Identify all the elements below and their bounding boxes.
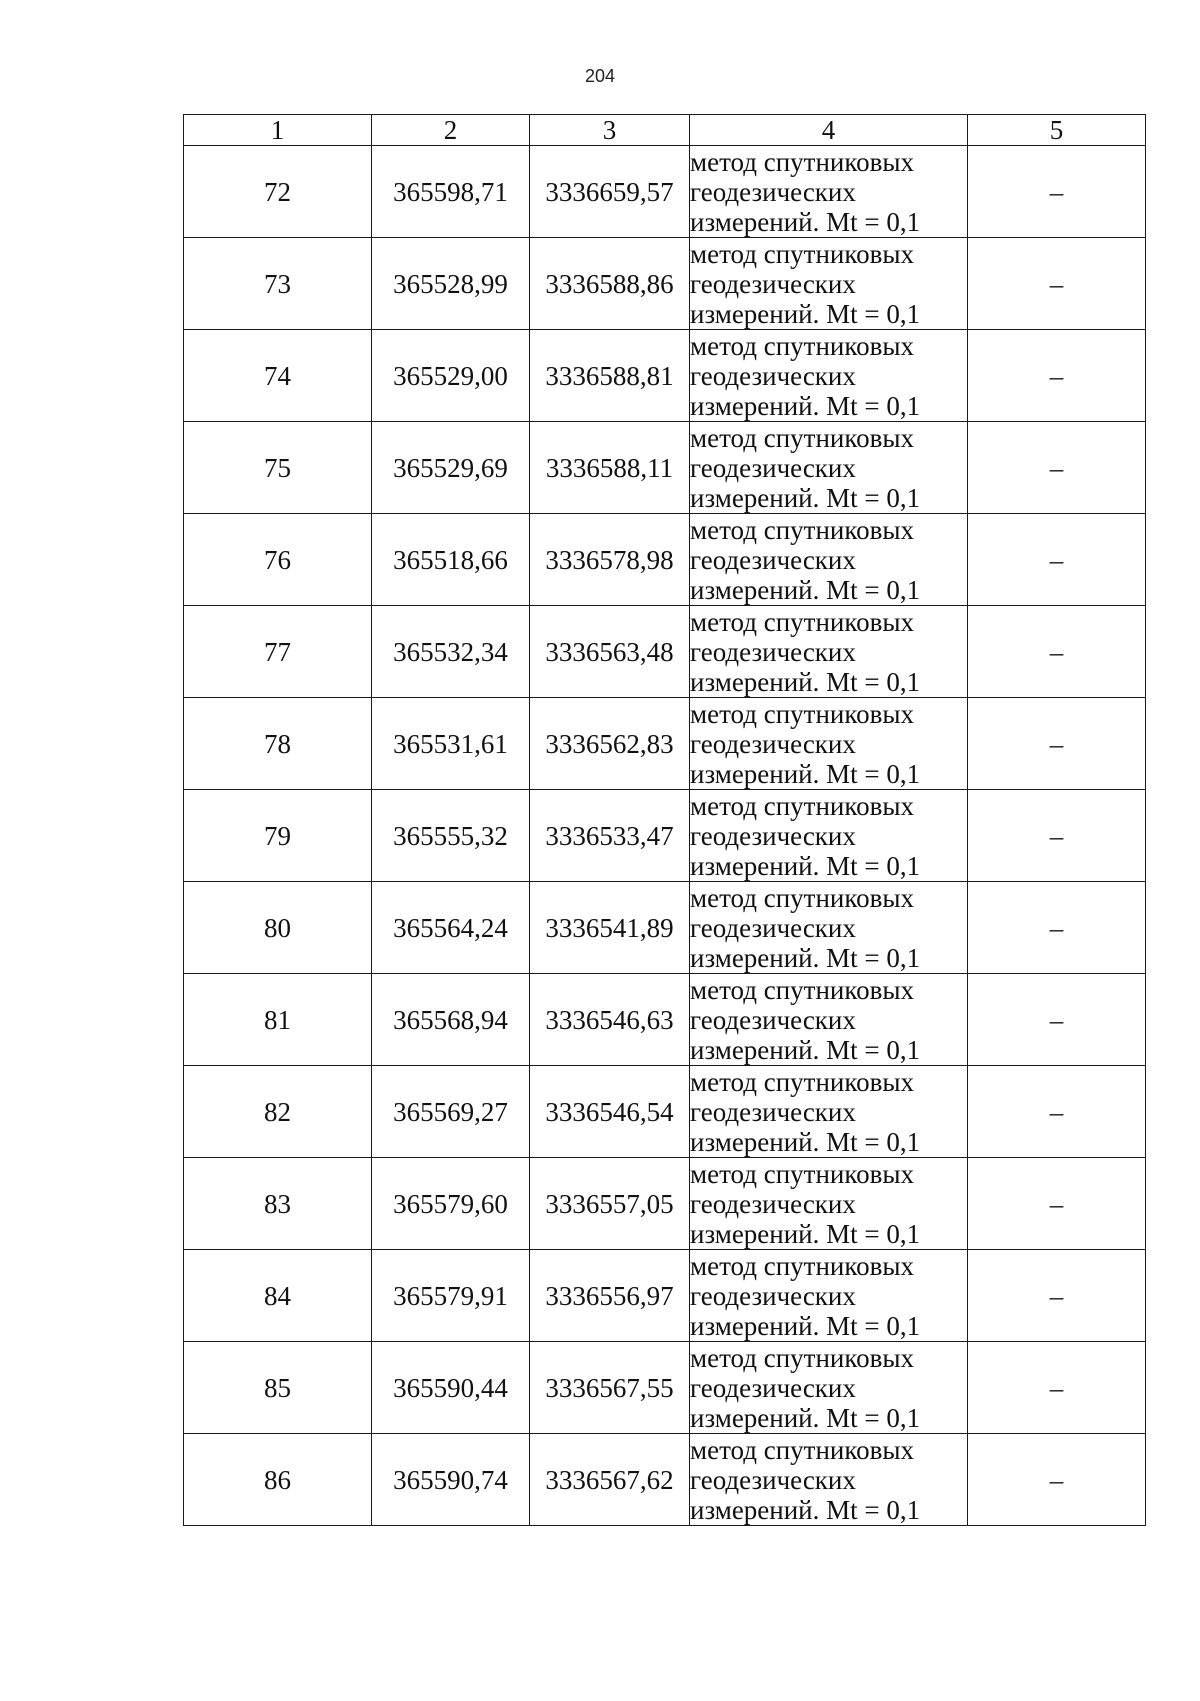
method-cell xyxy=(690,422,968,514)
method-cell xyxy=(690,1250,968,1342)
column-header-3: 3 xyxy=(530,115,690,146)
x-coordinate-cell: 365532,34 xyxy=(372,606,530,698)
method-text-line: геодезических xyxy=(690,176,856,207)
method-text-line: метод спутниковых xyxy=(690,606,914,637)
x-coordinate-cell: 365531,61 xyxy=(372,698,530,790)
method-text-line: измерений. Mt = 0,1 xyxy=(690,298,921,329)
method-text-line: геодезических xyxy=(690,452,856,483)
point-number-cell: 78 xyxy=(184,698,372,790)
method-text-line: измерений. Mt = 0,1 xyxy=(690,1494,921,1525)
x-coordinate-cell: 365579,91 xyxy=(372,1250,530,1342)
table-row xyxy=(184,1250,1146,1342)
y-coordinate-cell: 3336563,48 xyxy=(530,606,690,698)
method-text-line: метод спутниковых xyxy=(690,514,914,545)
note-cell: – xyxy=(968,1250,1146,1342)
point-number-cell: 75 xyxy=(184,422,372,514)
table-row xyxy=(184,698,1146,790)
method-text-line: измерений. Mt = 0,1 xyxy=(690,758,921,789)
table-body xyxy=(184,146,1146,1526)
note-cell: – xyxy=(968,974,1146,1066)
note-cell: – xyxy=(968,606,1146,698)
column-header-4: 4 xyxy=(690,115,968,146)
method-cell xyxy=(690,238,968,330)
note-cell: – xyxy=(968,238,1146,330)
method-text-line: метод спутниковых xyxy=(690,974,914,1005)
method-text-line: измерений. Mt = 0,1 xyxy=(690,1310,921,1341)
method-cell xyxy=(690,698,968,790)
method-cell xyxy=(690,146,968,238)
x-coordinate-cell: 365568,94 xyxy=(372,974,530,1066)
table-row xyxy=(184,974,1146,1066)
table-row xyxy=(184,1158,1146,1250)
point-number-cell: 84 xyxy=(184,1250,372,1342)
method-text-line: измерений. Mt = 0,1 xyxy=(690,482,921,513)
x-coordinate-cell: 365518,66 xyxy=(372,514,530,606)
method-cell xyxy=(690,1066,968,1158)
method-text-line: метод спутниковых xyxy=(690,330,914,361)
note-cell: – xyxy=(968,1342,1146,1434)
point-number-cell: 73 xyxy=(184,238,372,330)
method-text-line: измерений. Mt = 0,1 xyxy=(690,206,921,237)
method-text-line: метод спутниковых xyxy=(690,1342,914,1373)
table-header-row xyxy=(184,115,1146,146)
method-cell xyxy=(690,790,968,882)
y-coordinate-cell: 3336562,83 xyxy=(530,698,690,790)
y-coordinate-cell: 3336557,05 xyxy=(530,1158,690,1250)
method-text-line: измерений. Mt = 0,1 xyxy=(690,1126,921,1157)
method-text-line: метод спутниковых xyxy=(690,1066,914,1097)
method-text-line: геодезических xyxy=(690,912,856,943)
method-text-line: измерений. Mt = 0,1 xyxy=(690,666,921,697)
y-coordinate-cell: 3336567,62 xyxy=(530,1434,690,1526)
y-coordinate-cell: 3336588,86 xyxy=(530,238,690,330)
point-number-cell: 85 xyxy=(184,1342,372,1434)
y-coordinate-cell: 3336546,54 xyxy=(530,1066,690,1158)
method-text-line: метод спутниковых xyxy=(690,1434,914,1465)
point-number-cell: 82 xyxy=(184,1066,372,1158)
y-coordinate-cell: 3336659,57 xyxy=(530,146,690,238)
column-header-2: 2 xyxy=(372,115,530,146)
x-coordinate-cell: 365564,24 xyxy=(372,882,530,974)
note-cell: – xyxy=(968,882,1146,974)
method-text-line: геодезических xyxy=(690,636,856,667)
y-coordinate-cell: 3336541,89 xyxy=(530,882,690,974)
x-coordinate-cell: 365529,00 xyxy=(372,330,530,422)
table-row xyxy=(184,790,1146,882)
note-cell: – xyxy=(968,422,1146,514)
method-text-line: измерений. Mt = 0,1 xyxy=(690,390,921,421)
method-text-line: измерений. Mt = 0,1 xyxy=(690,1218,921,1249)
x-coordinate-cell: 365528,99 xyxy=(372,238,530,330)
table-row xyxy=(184,146,1146,238)
note-cell: – xyxy=(968,1158,1146,1250)
method-text-line: геодезических xyxy=(690,360,856,391)
method-text-line: метод спутниковых xyxy=(690,882,914,913)
y-coordinate-cell: 3336588,11 xyxy=(530,422,690,514)
method-text-line: метод спутниковых xyxy=(690,1158,914,1189)
method-text-line: метод спутниковых xyxy=(690,146,914,177)
note-cell: – xyxy=(968,330,1146,422)
method-text-line: измерений. Mt = 0,1 xyxy=(690,1402,921,1433)
point-number-cell: 72 xyxy=(184,146,372,238)
y-coordinate-cell: 3336533,47 xyxy=(530,790,690,882)
method-text-line: геодезических xyxy=(690,820,856,851)
method-cell xyxy=(690,1342,968,1434)
note-cell: – xyxy=(968,1066,1146,1158)
table-row xyxy=(184,330,1146,422)
note-cell: – xyxy=(968,514,1146,606)
table-row xyxy=(184,1342,1146,1434)
y-coordinate-cell: 3336588,81 xyxy=(530,330,690,422)
note-cell: – xyxy=(968,1434,1146,1526)
note-cell: – xyxy=(968,790,1146,882)
note-cell: – xyxy=(968,146,1146,238)
point-number-cell: 76 xyxy=(184,514,372,606)
method-cell xyxy=(690,330,968,422)
method-text-line: метод спутниковых xyxy=(690,238,914,269)
method-text-line: измерений. Mt = 0,1 xyxy=(690,850,921,881)
method-text-line: геодезических xyxy=(690,1464,856,1495)
method-text-line: метод спутниковых xyxy=(690,1250,914,1281)
table-row xyxy=(184,514,1146,606)
table-row xyxy=(184,606,1146,698)
point-number-cell: 83 xyxy=(184,1158,372,1250)
x-coordinate-cell: 365598,71 xyxy=(372,146,530,238)
method-text-line: метод спутниковых xyxy=(690,422,914,453)
method-text-line: геодезических xyxy=(690,1096,856,1127)
y-coordinate-cell: 3336567,55 xyxy=(530,1342,690,1434)
x-coordinate-cell: 365590,44 xyxy=(372,1342,530,1434)
method-text-line: геодезических xyxy=(690,1280,856,1311)
method-cell xyxy=(690,882,968,974)
point-number-cell: 79 xyxy=(184,790,372,882)
y-coordinate-cell: 3336556,97 xyxy=(530,1250,690,1342)
note-cell: – xyxy=(968,698,1146,790)
point-number-cell: 77 xyxy=(184,606,372,698)
point-number-cell: 86 xyxy=(184,1434,372,1526)
x-coordinate-cell: 365569,27 xyxy=(372,1066,530,1158)
column-header-5: 5 xyxy=(968,115,1146,146)
method-text-line: метод спутниковых xyxy=(690,790,914,821)
method-cell xyxy=(690,1158,968,1250)
page-number: 204 xyxy=(584,66,616,86)
method-text-line: измерений. Mt = 0,1 xyxy=(690,942,921,973)
method-cell xyxy=(690,1434,968,1526)
method-cell xyxy=(690,514,968,606)
y-coordinate-cell: 3336546,63 xyxy=(530,974,690,1066)
method-text-line: измерений. Mt = 0,1 xyxy=(690,1034,921,1065)
coordinates-table xyxy=(183,114,1146,1526)
table-row xyxy=(184,1434,1146,1526)
method-text-line: метод спутниковых xyxy=(690,698,914,729)
method-text-line: геодезических xyxy=(690,728,856,759)
method-text-line: геодезических xyxy=(690,1372,856,1403)
x-coordinate-cell: 365590,74 xyxy=(372,1434,530,1526)
table-row xyxy=(184,422,1146,514)
method-text-line: измерений. Mt = 0,1 xyxy=(690,574,921,605)
x-coordinate-cell: 365579,60 xyxy=(372,1158,530,1250)
x-coordinate-cell: 365529,69 xyxy=(372,422,530,514)
method-cell xyxy=(690,606,968,698)
table-row xyxy=(184,1066,1146,1158)
point-number-cell: 80 xyxy=(184,882,372,974)
table-row xyxy=(184,238,1146,330)
x-coordinate-cell: 365555,32 xyxy=(372,790,530,882)
point-number-cell: 81 xyxy=(184,974,372,1066)
y-coordinate-cell: 3336578,98 xyxy=(530,514,690,606)
method-text-line: геодезических xyxy=(690,268,856,299)
method-text-line: геодезических xyxy=(690,1188,856,1219)
column-header-1: 1 xyxy=(184,115,372,146)
table-row xyxy=(184,882,1146,974)
method-cell xyxy=(690,974,968,1066)
method-text-line: геодезических xyxy=(690,1004,856,1035)
method-text-line: геодезических xyxy=(690,544,856,575)
point-number-cell: 74 xyxy=(184,330,372,422)
